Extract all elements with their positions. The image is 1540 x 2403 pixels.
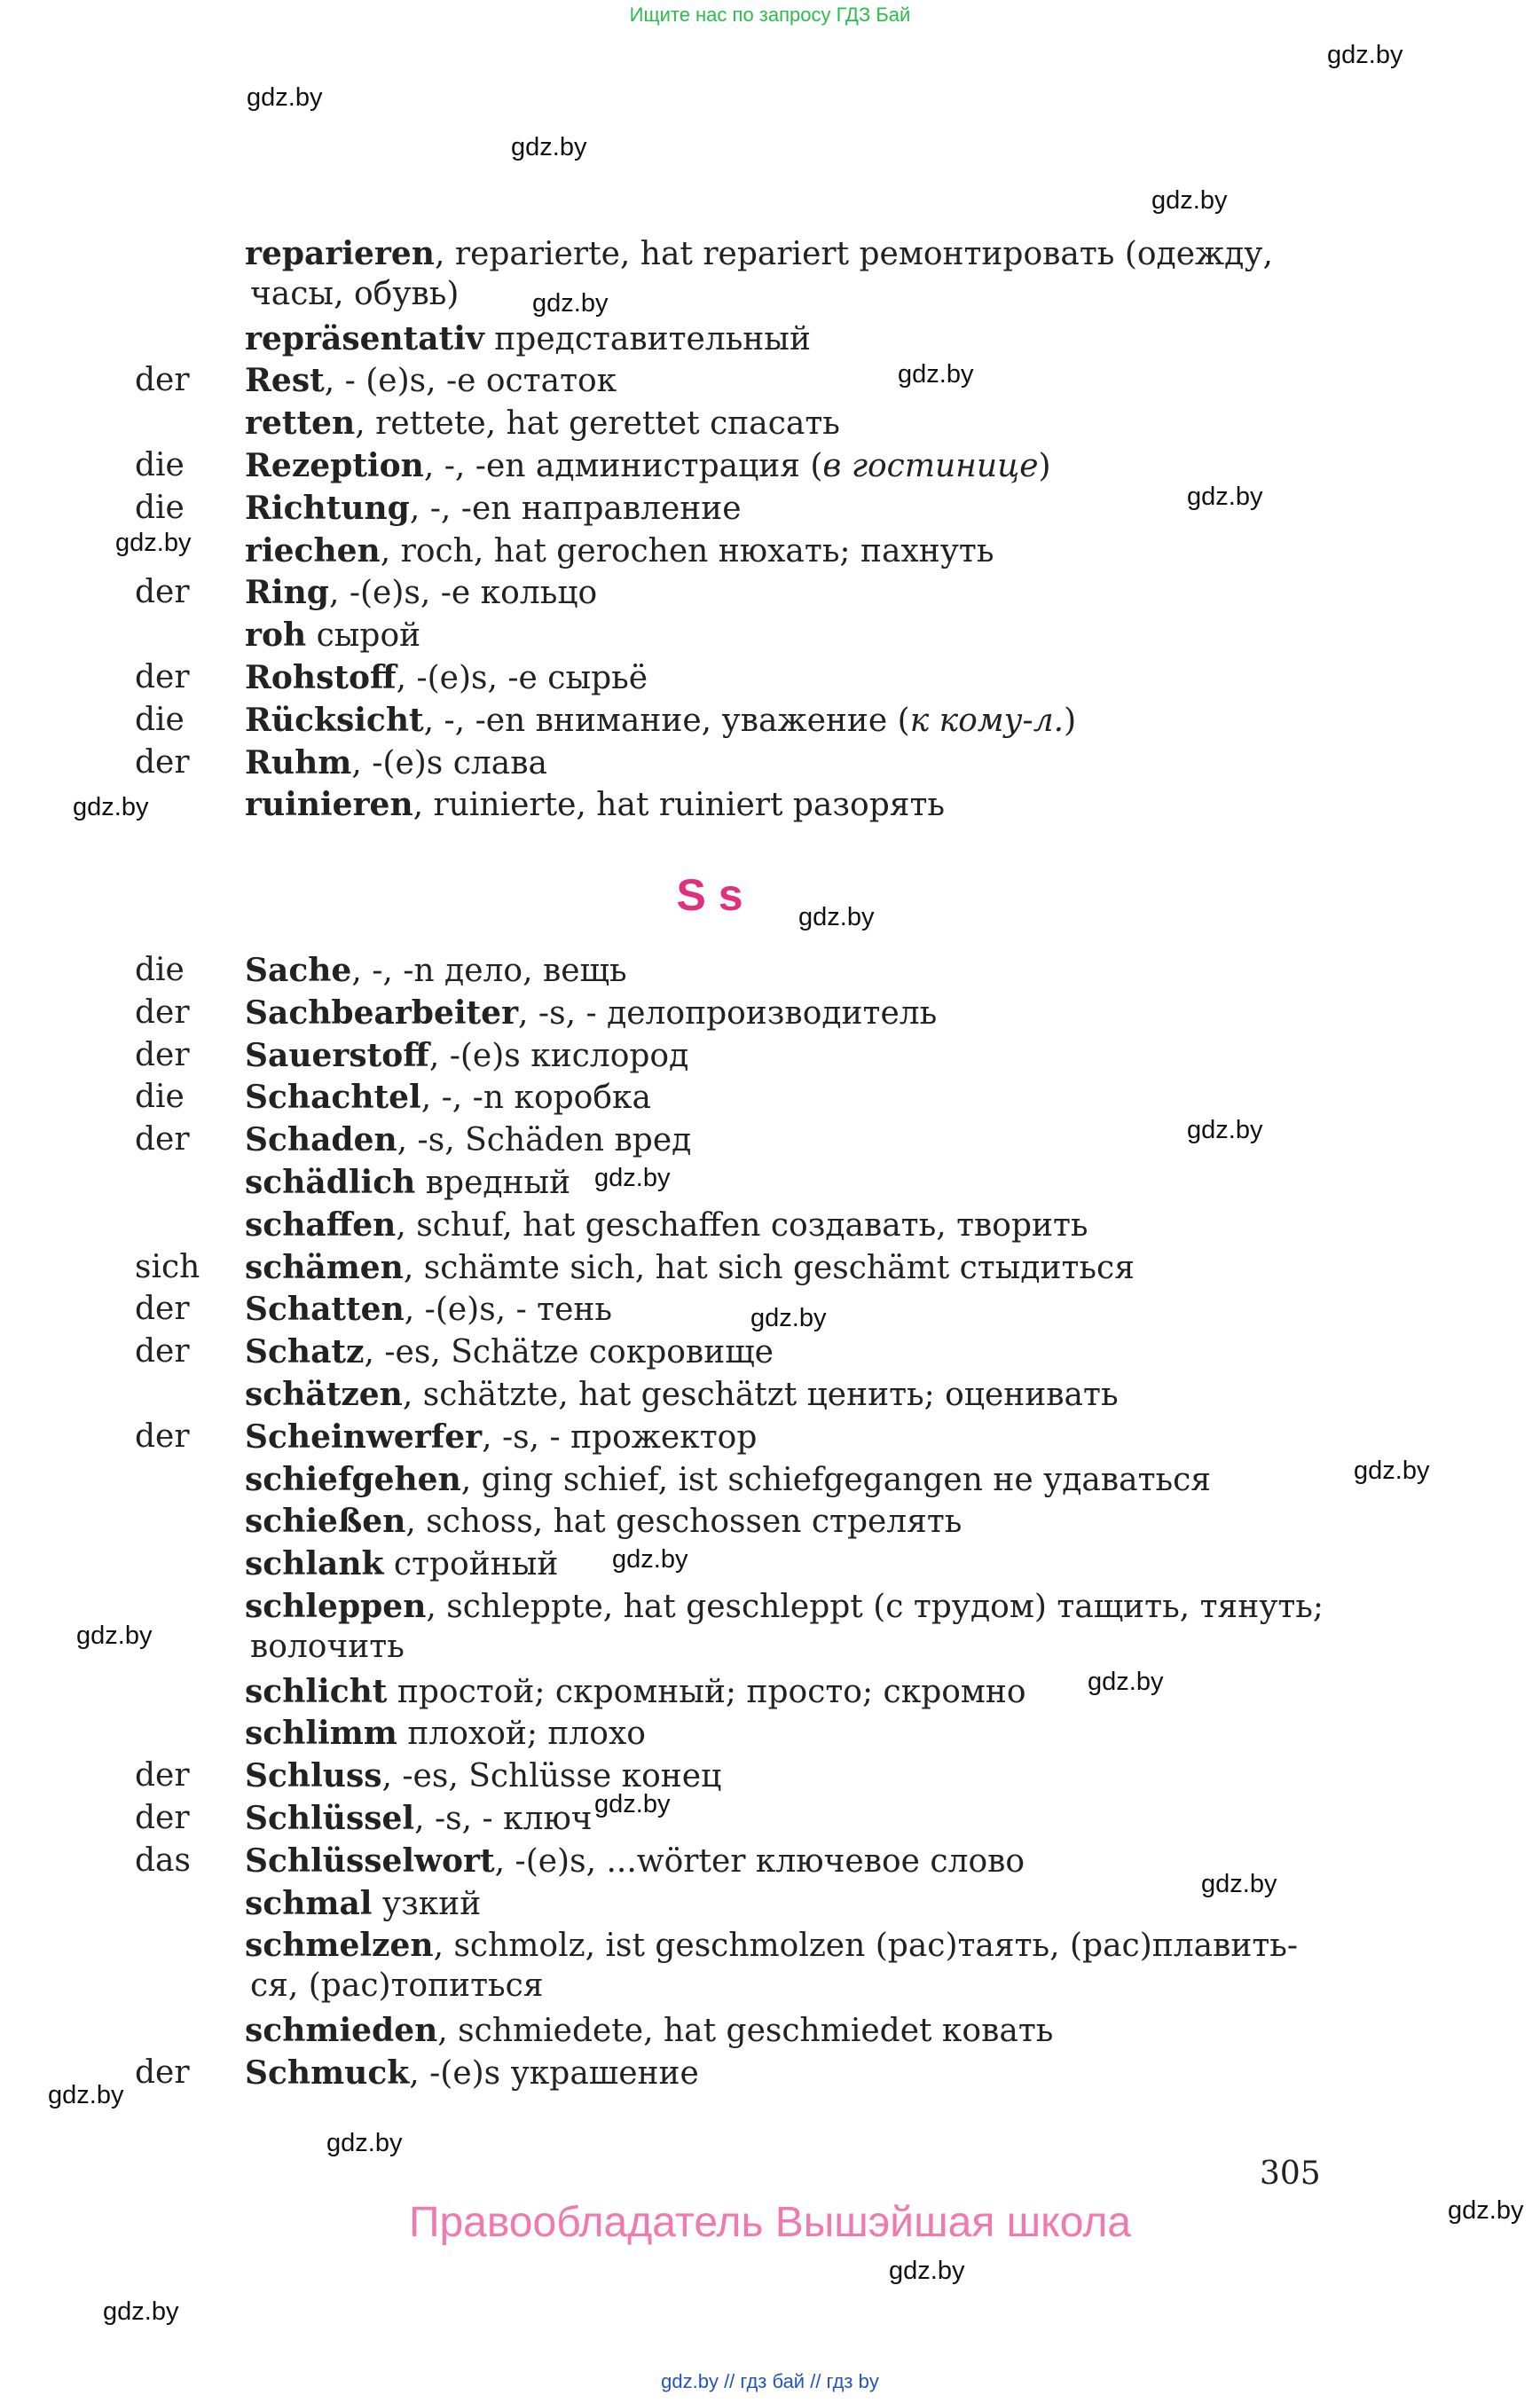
entry-headword: riechen <box>245 531 381 569</box>
entry-text <box>245 656 1327 700</box>
entry-headword: ruinieren <box>245 786 413 824</box>
entry-text <box>245 1500 1327 1543</box>
watermark-text: gdz.by <box>1187 483 1263 511</box>
entry-continuation: ся, (рас)топиться <box>250 1967 544 2005</box>
dictionary-entry <box>0 1755 1540 1797</box>
entry-text <box>245 530 1327 573</box>
watermark-text: gdz.by <box>1088 1668 1164 1696</box>
entry-headword: schmelzen <box>245 1927 434 1965</box>
entry-headword: Schachtel <box>245 1079 421 1117</box>
entry-headword: repräsentativ <box>245 319 484 357</box>
watermark-text: gdz.by <box>750 1304 827 1332</box>
entry-headword: Ruhm <box>245 743 352 781</box>
entry-article: der <box>135 362 190 399</box>
entry-headword: Sachbearbeiter <box>245 993 519 1032</box>
watermark-text: gdz.by <box>511 133 587 161</box>
entry-headword: Schlüsselwort <box>245 1842 495 1880</box>
entry-text <box>245 571 1327 615</box>
entry-headword: Rücksicht <box>245 701 424 739</box>
watermark-text: gdz.by <box>1354 1457 1430 1485</box>
entry-headword: schmieden <box>245 2012 438 2049</box>
watermark-text: gdz.by <box>898 360 974 389</box>
entry-definition: , -, -en направление <box>409 490 742 527</box>
entry-definition: , -(e)s, - тень <box>404 1292 612 1329</box>
entry-definition: , -(e)s украшение <box>409 2054 699 2092</box>
entry-text <box>245 1840 1327 1883</box>
entry-headword: Rohstoff <box>245 659 397 696</box>
dictionary-entry <box>0 1458 1540 1501</box>
entry-headword: Schluss <box>245 1757 382 1795</box>
watermark-text: gdz.by <box>76 1622 153 1650</box>
watermark-text: gdz.by <box>1201 1870 1277 1898</box>
entry-text <box>245 699 1327 742</box>
entry-text <box>245 318 1327 361</box>
entry-text <box>245 1585 1327 1629</box>
dictionary-entry <box>0 1373 1540 1416</box>
dictionary-entry <box>0 2052 1540 2094</box>
watermark-text: gdz.by <box>48 2081 124 2109</box>
entry-headword: schädlich <box>245 1164 416 1201</box>
entry-article: der <box>135 1121 190 1158</box>
dictionary-entry <box>0 232 1540 275</box>
entry-definition: , -(e)s, ...wörter ключевое слово <box>494 1842 1025 1880</box>
entry-text <box>245 1797 1327 1841</box>
entry-headword: Sache <box>245 952 352 989</box>
entry-definition: , -s, - ключ <box>414 1801 593 1837</box>
top-banner: Ищите нас по запросу ГДЗ Бай <box>629 4 911 26</box>
entry-article: die <box>135 952 185 988</box>
entry-text <box>245 487 1327 530</box>
watermark-text: gdz.by <box>594 1164 671 1192</box>
entry-text <box>245 614 1327 657</box>
entry-text <box>245 1246 1327 1290</box>
entry-note: в гостинице <box>822 448 1039 484</box>
entry-article: der <box>135 1757 190 1794</box>
dictionary-entry <box>0 614 1540 656</box>
watermark-text: gdz.by <box>1187 1116 1263 1144</box>
dictionary-entry <box>0 1119 1540 1161</box>
page-number: 305 <box>1260 2156 1321 2192</box>
entry-continuation: волочить <box>250 1628 405 1665</box>
entry-article: sich <box>135 1248 200 1285</box>
dictionary-entry <box>0 1331 1540 1373</box>
entry-headword: schlicht <box>245 1672 388 1710</box>
entry-definition: представительный <box>483 320 811 357</box>
watermark-text: gdz.by <box>115 529 192 557</box>
entry-article: der <box>135 993 190 1031</box>
entry-article: der <box>135 1333 190 1370</box>
entry-article: die <box>135 1079 185 1116</box>
entry-text <box>245 783 1327 827</box>
entry-text <box>245 1670 1327 1714</box>
entry-definition: , schmolz, ist geschmolzen (рас)таять, (рас)плавить- <box>433 1928 1299 1965</box>
entry-definition: , -(e)s кислород <box>428 1037 689 1074</box>
entry-definition: , schoss, hat geschossen стрелять <box>405 1504 962 1541</box>
entry-tail: ) <box>1038 448 1051 484</box>
entry-headword: schlank <box>245 1545 384 1583</box>
entry-text <box>245 742 1327 785</box>
entry-headword: Sauerstoff <box>245 1036 429 1074</box>
entry-definition: , schmiedete, hat geschmiedet ковать <box>437 2013 1054 2049</box>
entry-headword: roh <box>245 616 307 655</box>
entry-headword: Rest <box>245 362 325 400</box>
dictionary-entry <box>0 1246 1540 1289</box>
entry-headword: Schatten <box>245 1291 405 1329</box>
entry-text <box>245 1161 1327 1205</box>
dictionary-entry <box>0 1161 1540 1204</box>
entry-article: der <box>135 743 190 781</box>
entry-definition: , rettete, hat gerettet спасать <box>355 405 840 443</box>
entry-headword: retten <box>245 404 356 443</box>
dictionary-entry <box>0 402 1540 444</box>
entry-article: das <box>135 1842 191 1879</box>
entry-text <box>245 1924 1327 1967</box>
entry-definition: , -es, Schlüsse конец <box>381 1758 722 1795</box>
entry-definition: , roch, hat gerochen нюхать; пахнуть <box>380 532 994 569</box>
dictionary-entry <box>0 530 1540 572</box>
entry-headword: schießen <box>245 1503 406 1541</box>
entry-text <box>245 2052 1327 2095</box>
dictionary-entry <box>0 742 1540 784</box>
entry-definition: , -es, Schätze сокровище <box>364 1334 774 1371</box>
entry-definition: , -, -en внимание, уважение ( <box>423 702 910 739</box>
entry-text <box>245 1204 1327 1247</box>
entry-headword: Scheinwerfer <box>245 1417 483 1456</box>
entry-article: der <box>135 574 190 611</box>
entry-definition: , schleppte, hat geschleppt (с трудом) тащить, тянуть; <box>426 1589 1324 1625</box>
dictionary-entry <box>0 1797 1540 1840</box>
entry-tail: ) <box>1064 702 1077 739</box>
entry-definition: плохой; плохо <box>397 1716 646 1753</box>
dictionary-entry <box>0 783 1540 826</box>
dictionary-entry <box>0 1204 1540 1246</box>
entry-definition: , -s, Schäden вред <box>397 1122 692 1159</box>
section-letter: S s <box>676 870 743 920</box>
dictionary-entry <box>0 1076 1540 1119</box>
dictionary-entry <box>0 699 1540 742</box>
entry-headword: Ring <box>245 574 329 612</box>
entry-text <box>245 359 1327 403</box>
entry-headword: schämen <box>245 1248 404 1286</box>
entry-headword: schmal <box>245 1884 373 1922</box>
entry-text <box>245 1712 1327 1755</box>
entry-definition: , -s, - прожектор <box>482 1418 758 1456</box>
dictionary-entry <box>0 1416 1540 1458</box>
dictionary-entry <box>0 656 1540 699</box>
watermark-text: gdz.by <box>532 289 609 318</box>
entry-continuation: часы, обувь) <box>250 275 460 312</box>
entry-article: der <box>135 1036 190 1073</box>
watermark-text: gdz.by <box>798 903 875 931</box>
entry-article: der <box>135 1291 190 1328</box>
entry-definition: , -(e)s слава <box>351 744 547 781</box>
watermark-text: gdz.by <box>1151 186 1228 215</box>
watermark-text: gdz.by <box>1327 41 1403 69</box>
entry-text <box>245 1288 1327 1331</box>
entry-article: der <box>135 1800 190 1836</box>
dictionary-entry <box>0 571 1540 614</box>
entry-article: der <box>135 2054 190 2091</box>
dictionary-entry <box>0 318 1540 360</box>
dictionary-entry <box>0 1034 1540 1077</box>
watermark-text: gdz.by <box>1448 2196 1524 2225</box>
entry-definition: , schätzte, hat geschätzt ценить; оценивать <box>402 1377 1119 1413</box>
dictionary-entry <box>0 1840 1540 1882</box>
entry-text <box>245 2009 1327 2053</box>
dictionary-entry <box>0 444 1540 487</box>
entry-article: die <box>135 701 185 738</box>
entry-text <box>245 992 1327 1035</box>
watermark-text: gdz.by <box>247 83 323 112</box>
dictionary-entry <box>0 1288 1540 1331</box>
watermark-text: gdz.by <box>594 1790 671 1818</box>
entry-text <box>245 1882 1327 1926</box>
dictionary-entry <box>0 1670 1540 1713</box>
entry-text <box>245 1416 1327 1459</box>
entry-text <box>245 232 1327 276</box>
dictionary-entry <box>0 1712 1540 1755</box>
entry-headword: Schaden <box>245 1121 397 1159</box>
watermark-text: gdz.by <box>73 793 149 821</box>
entry-article: der <box>135 659 190 695</box>
entry-definition: , -, -en администрация ( <box>423 448 823 484</box>
entry-headword: Rezeption <box>245 447 424 484</box>
entry-text <box>245 949 1327 993</box>
entry-text <box>245 1076 1327 1119</box>
dictionary-entry <box>0 992 1540 1034</box>
entry-text <box>245 1373 1327 1417</box>
dictionary-entry <box>0 1500 1540 1543</box>
entry-definition: простой; скромный; просто; скромно <box>387 1673 1026 1710</box>
entry-definition: , -(e)s, -e сырьё <box>396 660 648 696</box>
entry-definition: , reparierte, hat repariert ремонтировать (одежду, <box>434 236 1273 272</box>
entry-headword: reparieren <box>245 235 435 272</box>
watermark-text: gdz.by <box>326 2129 403 2157</box>
entry-article: der <box>135 1417 190 1455</box>
dictionary-entry <box>0 1543 1540 1585</box>
entry-definition: , -s, - делопроизводитель <box>518 994 938 1032</box>
dictionary-entry <box>0 487 1540 530</box>
dictionary-entry <box>0 949 1540 992</box>
entry-note: к кому-л. <box>909 702 1065 739</box>
entry-definition: , ruinierte, hat ruiniert разорять <box>412 787 945 824</box>
dictionary-entry <box>0 1924 1540 1967</box>
entry-headword: schlimm <box>245 1715 397 1753</box>
entry-definition: вредный <box>415 1165 571 1201</box>
entry-text <box>245 1755 1327 1798</box>
entry-text <box>245 444 1327 488</box>
entry-text <box>245 1119 1327 1162</box>
footer-links[interactable]: gdz.by // гдз бай // гдз by <box>661 2370 879 2392</box>
entry-definition: узкий <box>372 1885 482 1922</box>
entry-definition: , -, -n коробка <box>420 1080 651 1117</box>
entry-headword: Richtung <box>245 489 410 527</box>
entry-text <box>245 1543 1327 1586</box>
entry-definition: , ging schief, ist schiefgegangen не удаваться <box>460 1461 1212 1498</box>
entry-text <box>245 1458 1327 1502</box>
entry-text <box>245 1034 1327 1078</box>
rights-holder: Правообладатель Вышэйшая школа <box>408 2199 1132 2246</box>
entry-headword: schätzen <box>245 1376 403 1413</box>
entry-definition: , -(e)s, -e кольцо <box>328 575 598 612</box>
entry-definition: , schuf, hat geschaffen создавать, творить <box>396 1206 1088 1244</box>
entry-article: die <box>135 447 185 483</box>
entry-definition: , -, -n дело, вещь <box>351 953 627 989</box>
entry-definition: сырой <box>306 617 421 655</box>
entry-text <box>245 1331 1327 1374</box>
entry-headword: schaffen <box>245 1205 397 1244</box>
entry-definition: стройный <box>383 1546 559 1583</box>
entry-headword: Schatz <box>245 1333 365 1371</box>
entry-headword: Schlüssel <box>245 1800 415 1837</box>
entry-definition: , - (e)s, -e остаток <box>324 363 617 400</box>
entry-headword: schiefgehen <box>245 1460 461 1498</box>
dictionary-entry <box>0 1585 1540 1628</box>
entry-article: die <box>135 489 185 526</box>
watermark-text: gdz.by <box>889 2257 965 2285</box>
entry-headword: schleppen <box>245 1588 427 1625</box>
dictionary-entry <box>0 359 1540 402</box>
dictionary-entry <box>0 1882 1540 1925</box>
entry-text <box>245 402 1327 445</box>
entry-definition: , schämte sich, hat sich geschämt стыдиться <box>403 1249 1135 1286</box>
watermark-text: gdz.by <box>103 2297 179 2326</box>
dictionary-entry <box>0 2009 1540 2052</box>
watermark-text: gdz.by <box>612 1545 688 1574</box>
entry-headword: Schmuck <box>245 2054 410 2092</box>
